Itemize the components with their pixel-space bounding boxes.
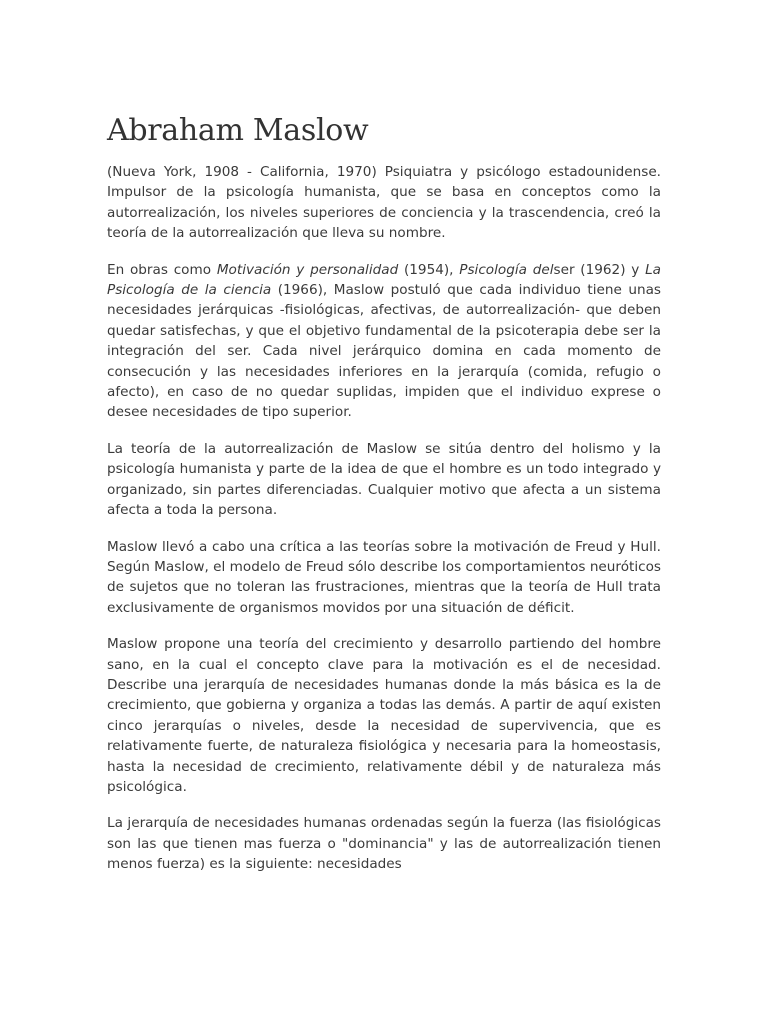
paragraph-critique: Maslow llevó a cabo una crítica a las teorías sobre la motivación de Freud y Hull. Según Maslow, el modelo de Freud sólo describe los comportamientos neuróticos de sujetos que no toleran las frustraciones, mientras que la teoría de Hull trata exclusivamente de organismos movidos por una situación de déficit.	[107, 538, 661, 616]
document-page	[107, 112, 661, 891]
book-title-psicologia-del-ser: Psicología del	[459, 261, 554, 278]
paragraph-works	[107, 260, 661, 423]
paragraph-works-text-1: En obras como	[107, 261, 217, 278]
paragraph-holism: La teoría de la autorrealización de Maslow se sitúa dentro del holismo y la psicología humanista y parte de la idea de que el hombre es un todo integrado y organizado, sin partes diferenciadas. Cualquier motivo que afecta a un sistema afecta a toda la persona.	[107, 440, 661, 519]
paragraph-growth-theory: Maslow propone una teoría del crecimiento y desarrollo partiendo del hombre sano, en la cual el concepto clave para la motivación es el de necesidad. Describe una jerarquía de necesidades humanas donde la más básica es la de crecimiento, que gobierna y organiza a todas las demás. A partir de aquí existen cinco jerarquías o niveles, desde la necesidad de supervivencia, que es relativamente fuerte, de naturaleza fisiológica y necesaria para la homeostasis, hasta la necesidad de crecimiento, relativamente débil y de naturaleza más psicológica.	[107, 636, 661, 795]
paragraph-works-text-2: (1954),	[398, 261, 460, 278]
paragraph-hierarchy: La jerarquía de necesidades humanas ordenadas según la fuerza (las fisiológicas son las que tienen mas fuerza o "dominancia" y las de autorrealización tienen menos fuerza) es la siguiente: necesidades	[107, 815, 661, 873]
paragraph-works-text-3: ser (1962) y	[553, 261, 646, 278]
page-title: Abraham Maslow	[107, 113, 369, 148]
paragraph-intro: (Nueva York, 1908 - California, 1970) Psiquiatra y psicólogo estadounidense. Impulsor de la psicología humanista, que se basa en conceptos como la autorrealización, los niveles superiores de conciencia y la trascendencia, creó la teoría de la autorrealización que lleva su nombre.	[107, 164, 661, 242]
book-title-psicologia-ciencia: La Psicología de la ciencia	[107, 261, 662, 299]
book-title-motivacion: Motivación y personalidad	[216, 261, 399, 278]
paragraph-works-text-4: (1966), Maslow postuló que cada individuo tiene unas necesidades jerárquicas -fisiológicas, afectivas, de autorrealización- que deben quedar satisfechas, y que el objetivo fundamental de la psicoterapia debe ser la integración del ser. Cada nivel jerárquico domina en cada momento de consecución y las necesidades inferiores en la jerarquía (comida, refugio o afecto), en caso de no quedar suplidas, impiden que el individuo exprese o desee necesidades de tipo superior.	[107, 282, 661, 421]
